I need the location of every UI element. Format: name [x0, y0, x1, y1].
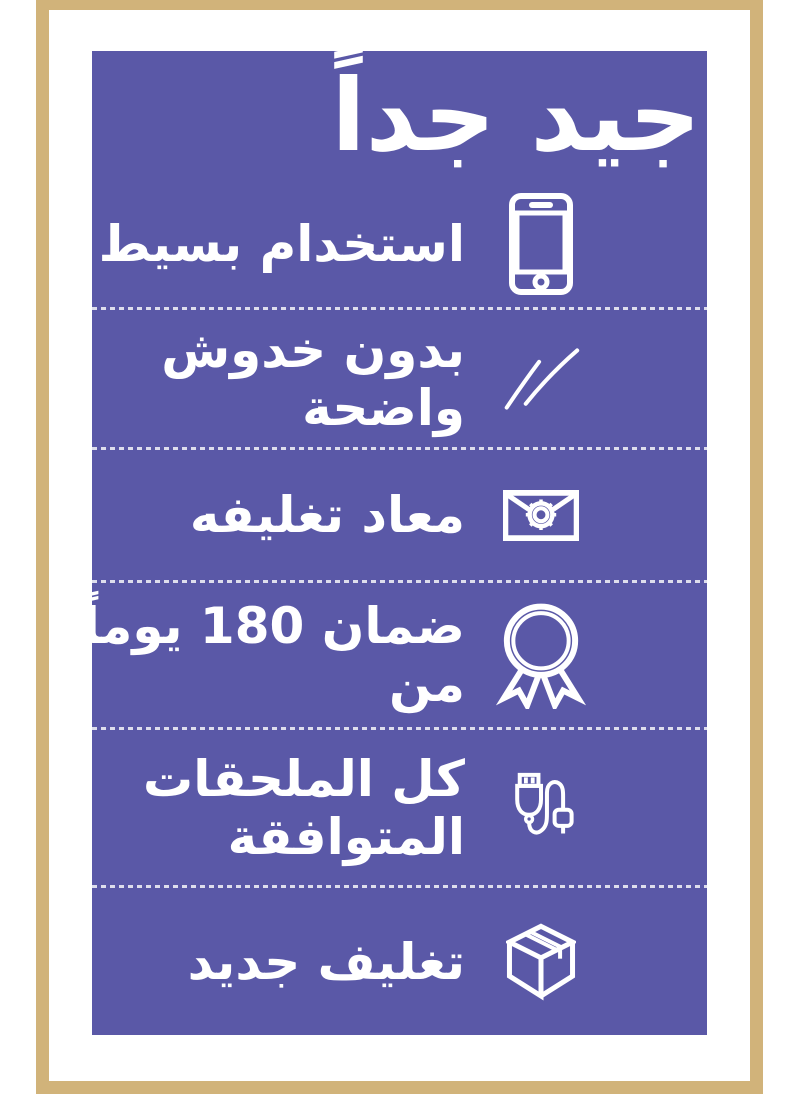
feature-row-warranty [82, 583, 707, 727]
feature-line: كل الملحقات [143, 749, 465, 808]
feature-text [99, 215, 465, 273]
feature-text [190, 486, 465, 544]
page-title: جيد جداً [331, 57, 701, 174]
feature-text [161, 321, 465, 437]
condition-panel [82, 51, 707, 1035]
sealed-envelope-icon [493, 490, 589, 541]
feature-line: المتوافقة [227, 807, 465, 866]
usb-cable-icon [493, 770, 589, 846]
feature-text [83, 597, 465, 713]
feature-line: ضمان 180 يوماً [82, 597, 465, 655]
feature-line: تغليف جديد [187, 932, 465, 991]
feature-line: بدون خدوش [161, 320, 465, 379]
feature-line: معاد تغليفه [189, 486, 465, 544]
feature-row-repackaged [92, 450, 707, 580]
package-box-icon [493, 923, 589, 1001]
feature-line: من [389, 655, 465, 713]
scratches-icon [493, 346, 589, 412]
smartphone-icon [493, 193, 589, 295]
feature-row-simple-usage [92, 180, 707, 307]
warranty-medal-icon [493, 602, 589, 709]
feature-text [188, 933, 465, 991]
feature-row-new-packaging [92, 888, 707, 1035]
feature-text [143, 750, 465, 866]
feature-row-accessories [92, 730, 707, 885]
feature-line: استخدام بسيط [98, 214, 465, 273]
feature-line: واضحة [302, 378, 465, 437]
feature-row-no-scratches [92, 310, 707, 447]
